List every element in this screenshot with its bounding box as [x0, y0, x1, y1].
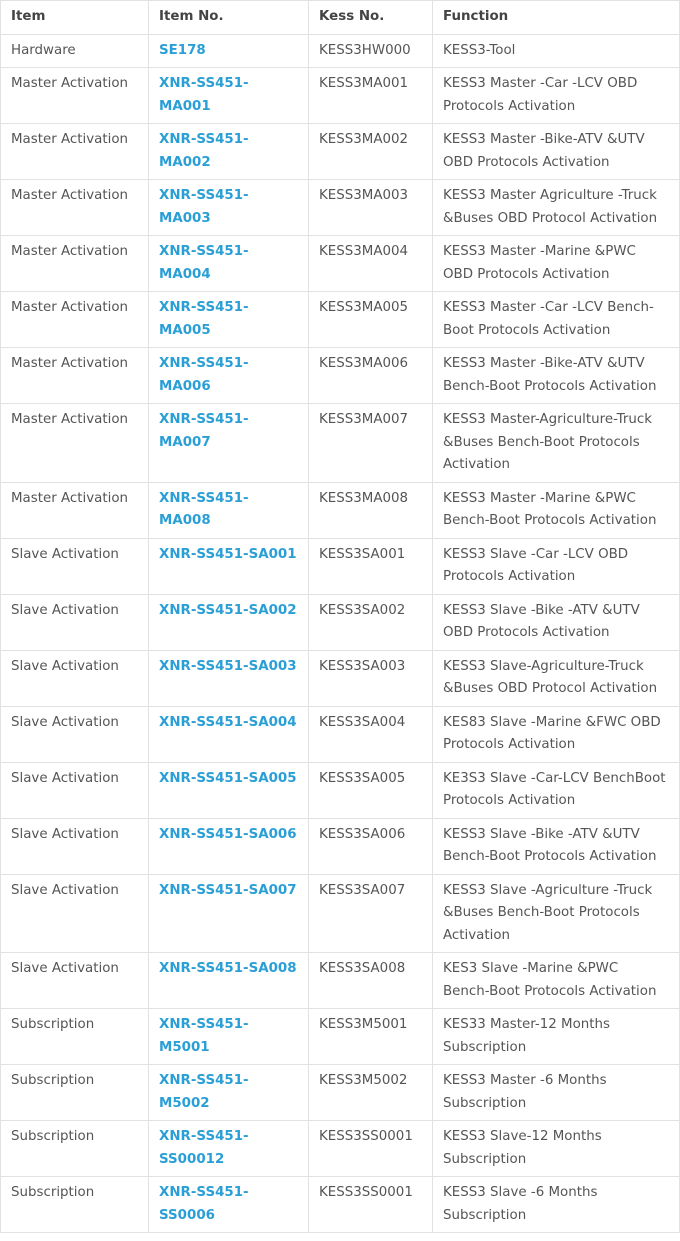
table-row	[1, 953, 680, 1009]
table-row	[1, 1121, 680, 1177]
table-header	[1, 1, 680, 35]
cell-function: KESS3 Slave -6 Months Subscription	[433, 1177, 680, 1233]
header-kess-no: Kess No.	[309, 1, 433, 35]
table-row	[1, 818, 680, 874]
table-row	[1, 538, 680, 594]
header-item-no: Item No.	[149, 1, 309, 35]
cell-kess-no: KESS3MA001	[309, 68, 433, 124]
cell-item: Subscription	[1, 1009, 149, 1065]
cell-function: KESS3 Master -Car -LCV Bench-Boot Protocols Activation	[433, 292, 680, 348]
table-row	[1, 292, 680, 348]
table-row	[1, 762, 680, 818]
cell-function: KESS3 Master -6 Months Subscription	[433, 1065, 680, 1121]
cell-kess-no: KESS3M5001	[309, 1009, 433, 1065]
cell-item-no-link[interactable]: XNR-SS451-SA001	[149, 538, 309, 594]
cell-item: Subscription	[1, 1121, 149, 1177]
cell-function: KESS3-Tool	[433, 34, 680, 68]
table-row	[1, 34, 680, 68]
cell-item: Master Activation	[1, 482, 149, 538]
table-row	[1, 1065, 680, 1121]
cell-item: Master Activation	[1, 292, 149, 348]
table-row	[1, 1177, 680, 1233]
table-row	[1, 706, 680, 762]
table-row	[1, 68, 680, 124]
cell-item-no-link[interactable]: XNR-SS451-SA005	[149, 762, 309, 818]
table-row	[1, 594, 680, 650]
cell-function: KESS3 Master -Marine &PWC OBD Protocols Activation	[433, 236, 680, 292]
cell-function: KESS3 Slave -Agriculture -Truck &Buses Bench-Boot Protocols Activation	[433, 874, 680, 953]
cell-kess-no: KESS3SA001	[309, 538, 433, 594]
cell-item-no-link[interactable]: XNR-SS451-M5002	[149, 1065, 309, 1121]
table-row	[1, 124, 680, 180]
cell-function: KESS3 Slave-Agriculture-Truck &Buses OBD Protocol Activation	[433, 650, 680, 706]
cell-function: KESS3 Master -Car -LCV OBD Protocols Activation	[433, 68, 680, 124]
cell-item: Master Activation	[1, 348, 149, 404]
table-row	[1, 180, 680, 236]
cell-kess-no: KESS3MA007	[309, 404, 433, 483]
cell-kess-no: KESS3SA007	[309, 874, 433, 953]
cell-kess-no: KESS3MA004	[309, 236, 433, 292]
table-row	[1, 348, 680, 404]
header-item: Item	[1, 1, 149, 35]
cell-function: KESS3 Master -Marine &PWC Bench-Boot Protocols Activation	[433, 482, 680, 538]
cell-kess-no: KESS3SA004	[309, 706, 433, 762]
cell-function: KESS3 Master -Bike-ATV &UTV Bench-Boot Protocols Activation	[433, 348, 680, 404]
cell-kess-no: KESS3HW000	[309, 34, 433, 68]
cell-item: Master Activation	[1, 180, 149, 236]
cell-item-no-link[interactable]: XNR-SS451-SA008	[149, 953, 309, 1009]
cell-item: Master Activation	[1, 124, 149, 180]
cell-item-no-link[interactable]: XNR-SS451-SS0006	[149, 1177, 309, 1233]
cell-kess-no: KESS3MA003	[309, 180, 433, 236]
cell-item-no-link[interactable]: XNR-SS451-SA006	[149, 818, 309, 874]
table-row	[1, 236, 680, 292]
cell-item: Slave Activation	[1, 762, 149, 818]
cell-item-no-link[interactable]: SE178	[149, 34, 309, 68]
cell-item: Slave Activation	[1, 953, 149, 1009]
cell-kess-no: KESS3SS0001	[309, 1177, 433, 1233]
cell-kess-no: KESS3SS0001	[309, 1121, 433, 1177]
cell-kess-no: KESS3M5002	[309, 1065, 433, 1121]
cell-function: KESS3 Master-Agriculture-Truck &Buses Bench-Boot Protocols Activation	[433, 404, 680, 483]
table-row	[1, 482, 680, 538]
cell-item-no-link[interactable]: XNR-SS451-MA007	[149, 404, 309, 483]
cell-item: Subscription	[1, 1065, 149, 1121]
cell-kess-no: KESS3SA006	[309, 818, 433, 874]
cell-kess-no: KESS3SA005	[309, 762, 433, 818]
cell-item: Slave Activation	[1, 874, 149, 953]
cell-item-no-link[interactable]: XNR-SS451-MA006	[149, 348, 309, 404]
table-body	[1, 34, 680, 1233]
cell-item-no-link[interactable]: XNR-SS451-MA003	[149, 180, 309, 236]
cell-item: Master Activation	[1, 236, 149, 292]
cell-item: Slave Activation	[1, 538, 149, 594]
cell-function: KESS3 Master Agriculture -Truck &Buses OBD Protocol Activation	[433, 180, 680, 236]
cell-item-no-link[interactable]: XNR-SS451-MA004	[149, 236, 309, 292]
cell-item: Hardware	[1, 34, 149, 68]
cell-item: Master Activation	[1, 404, 149, 483]
cell-item-no-link[interactable]: XNR-SS451-SS00012	[149, 1121, 309, 1177]
cell-function: KES33 Master-12 Months Subscription	[433, 1009, 680, 1065]
cell-function: KESS3 Slave -Bike -ATV &UTV OBD Protocols Activation	[433, 594, 680, 650]
table-row	[1, 874, 680, 953]
cell-kess-no: KESS3SA003	[309, 650, 433, 706]
header-row	[1, 1, 680, 35]
cell-item: Master Activation	[1, 68, 149, 124]
cell-item-no-link[interactable]: XNR-SS451-MA008	[149, 482, 309, 538]
cell-function: KE3S3 Slave -Car-LCV BenchBoot Protocols Activation	[433, 762, 680, 818]
cell-kess-no: KESS3MA008	[309, 482, 433, 538]
header-function: Function	[433, 1, 680, 35]
cell-item: Slave Activation	[1, 706, 149, 762]
cell-kess-no: KESS3SA008	[309, 953, 433, 1009]
cell-item-no-link[interactable]: XNR-SS451-SA004	[149, 706, 309, 762]
cell-item-no-link[interactable]: XNR-SS451-SA002	[149, 594, 309, 650]
table-row	[1, 1009, 680, 1065]
cell-item-no-link[interactable]: XNR-SS451-MA002	[149, 124, 309, 180]
cell-kess-no: KESS3MA005	[309, 292, 433, 348]
table-row	[1, 404, 680, 483]
cell-item: Subscription	[1, 1177, 149, 1233]
cell-item-no-link[interactable]: XNR-SS451-SA003	[149, 650, 309, 706]
cell-function: KESS3 Master -Bike-ATV &UTV OBD Protocols Activation	[433, 124, 680, 180]
table-row	[1, 650, 680, 706]
cell-item-no-link[interactable]: XNR-SS451-MA005	[149, 292, 309, 348]
cell-item: Slave Activation	[1, 818, 149, 874]
cell-kess-no: KESS3SA002	[309, 594, 433, 650]
cell-item-no-link[interactable]: XNR-SS451-M5001	[149, 1009, 309, 1065]
cell-function: KESS3 Slave -Bike -ATV &UTV Bench-Boot Protocols Activation	[433, 818, 680, 874]
cell-function: KESS3 Slave-12 Months Subscription	[433, 1121, 680, 1177]
cell-item: Slave Activation	[1, 650, 149, 706]
cell-function: KES83 Slave -Marine &FWC OBD Protocols Activation	[433, 706, 680, 762]
cell-kess-no: KESS3MA006	[309, 348, 433, 404]
cell-function: KES3 Slave -Marine &PWC Bench-Boot Protocols Activation	[433, 953, 680, 1009]
cell-kess-no: KESS3MA002	[309, 124, 433, 180]
cell-function: KESS3 Slave -Car -LCV OBD Protocols Activation	[433, 538, 680, 594]
cell-item-no-link[interactable]: XNR-SS451-SA007	[149, 874, 309, 953]
cell-item-no-link[interactable]: XNR-SS451-MA001	[149, 68, 309, 124]
cell-item: Slave Activation	[1, 594, 149, 650]
